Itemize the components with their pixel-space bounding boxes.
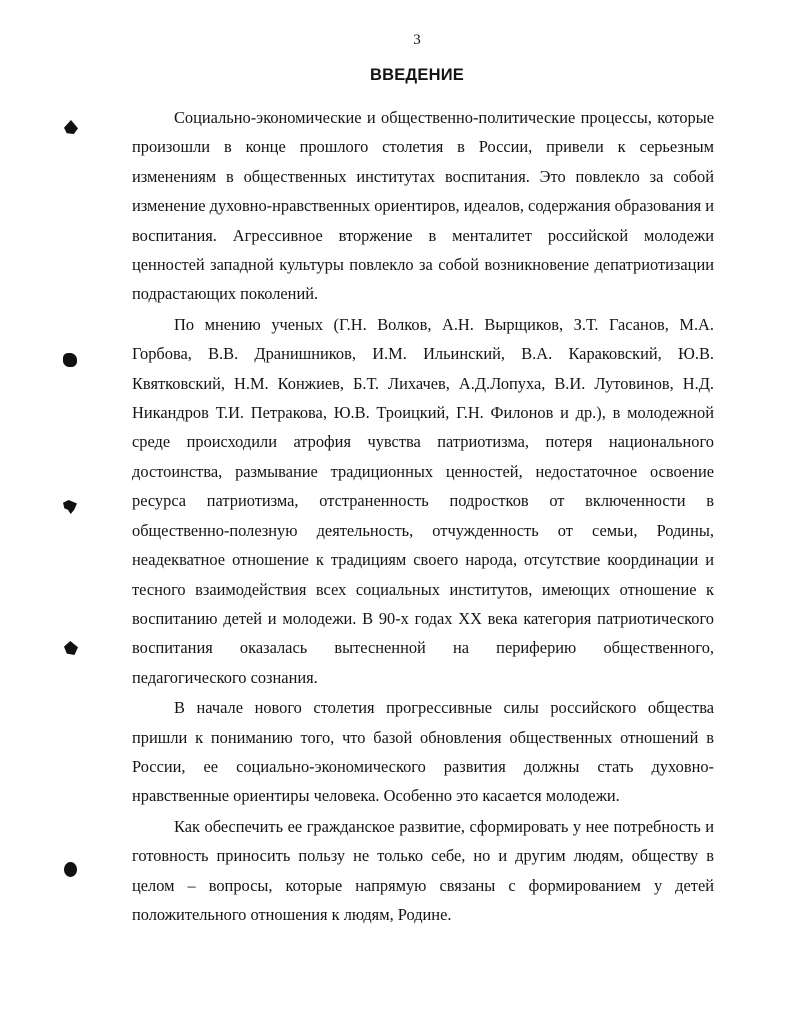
punch-hole-mark <box>63 500 77 514</box>
page-title: ВВЕДЕНИЕ <box>370 66 464 84</box>
punch-hole-mark <box>64 120 78 134</box>
document-body <box>132 103 714 930</box>
punch-hole-mark <box>63 353 77 367</box>
paragraph: Как обеспечить ее гражданское развитие, сформировать у нее потребность и готовность приносить пользу не только себе, но и другим людям, обществу в целом – вопросы, которые напрямую связаны с формированием у детей положительного отношения к людям, Родине. <box>132 816 714 924</box>
paragraph: Социально-экономические и общественно-политические процессы, которые произошли в конце прошлого столетия в России, привели к серьезным изменениям в общественных институтах воспитания. Это повлекло за собой изменение духовно-нравственных ориентиров, идеалов, содержания образования и воспитания. Агрессивное вторжение в менталитет российской молодежи ценностей западной культуры повлекло за собой возникновение депатриотизации подрастающих поколений. <box>132 108 714 304</box>
paragraph: В начале нового столетия прогрессивные силы российского общества пришли к пониманию того, что базой обновления общественных отношений в России, ее социально-экономического развития должны стать духовно-нравственные ориентиры человека. Особенно это касается молодежи. <box>132 698 714 806</box>
page-number: 3 <box>413 32 421 48</box>
paragraph: По мнению ученых (Г.Н. Волков, А.Н. Вырщиков, З.Т. Гасанов, М.А. Горбова, В.В. Дранишников, И.М. Ильинский, В.А. Караковский, Ю.В. Квятковский, Н.М. Конжиев, Б.Т. Лихачев, А.Д.Лопуха, В.И. Лутовинов, Н.Д. Никандров Т.И. Петракова, Ю.В. Троицкий, Г.Н. Филонов и др.), в молодежной среде происходили атрофия чувства патриотизма, потеря национального достоинства, размывание традиционных ценностей, недостаточное освоение ресурса патриотизма, отстраненность подростков от включенности в общественно-полезную деятельность, отчужденность от семьи, Родины, неадекватное отношение к традициям своего народа, отсутствие координации и тесного взаимодействия всех социальных институтов, имеющих отношение к воспитанию детей и молодежи. В 90-х годах XX века категория патриотического воспитания оказалась вытесненной на периферию общественного, педагогического сознания. <box>132 314 714 687</box>
punch-hole-mark <box>64 641 78 655</box>
punch-hole-mark <box>64 862 77 877</box>
